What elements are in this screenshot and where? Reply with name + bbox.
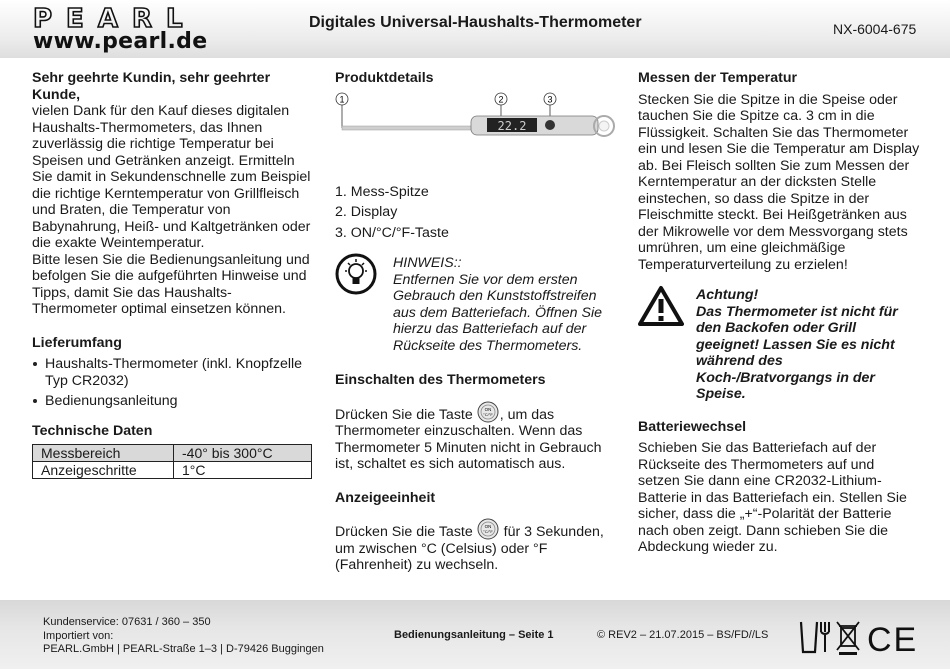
on-button-icon: [477, 518, 499, 540]
revision: © REV2 – 21.07.2015 – BS/FD//LS: [597, 629, 769, 641]
table-cell: Anzeigeschritte: [33, 462, 174, 479]
svg-text:2: 2: [498, 94, 504, 104]
pearl-url: www.pearl.de: [33, 29, 208, 54]
power-on-heading: Einschalten des Thermometers: [335, 372, 546, 388]
list-item: Bedienungsanleitung: [32, 393, 314, 410]
svg-text:°C/°F: °C/°F: [482, 529, 493, 534]
callout-3: [544, 93, 556, 105]
table-cell: 1°C: [174, 462, 312, 479]
unit-text: Drücken Sie die Taste ON °C/°F für 3 Sekunden, um zwischen °C (Celsius) oder °F (Fahrenheit) zu wechseln.: [335, 518, 620, 574]
measure-text: Stecken Sie die Spitze in die Speise oder tauchen Sie die Spitze ca. 3 cm in die Flüssigkeit. Schalten Sie das Thermometer ein und lesen Sie die Temperatur am Display ab. Bei Fleisch sollten Sie zum Messen der Kerntemperatur an der dicksten Stelle einstechen, so dass die Spitze in der Fleischmitte steckt. Bei Heißgetränken aus der Mikrowelle vor dem Messvorgang stets umrühren, um eine gleichmäßige Temperaturverteilung zu erzielen!: [638, 91, 920, 273]
svg-text:ON: ON: [484, 524, 492, 529]
warning-title: Achtung!: [696, 287, 759, 303]
column-1: [32, 70, 314, 479]
list-item: Haushalts-Thermometer (inkl. Knopfzelle Typ CR2032): [32, 356, 314, 389]
power-on-text: Drücken Sie die Taste ON °C/°F , um das Thermometer einzuschalten. Wenn das Thermometer 5 Minuten nicht in Gebrauch ist, schaltet es sich automatisch aus.: [335, 401, 620, 473]
svg-text:3: 3: [547, 94, 553, 104]
table-row: [33, 445, 312, 462]
product-code: NX-6004-675: [833, 21, 917, 37]
product-heading: Produktdetails: [335, 70, 434, 86]
service-line: Kundenservice: 07631 / 360 – 350: [43, 616, 211, 628]
battery-heading: Batteriewechsel: [638, 418, 747, 435]
list-item: 2. Display: [335, 204, 398, 220]
callout-1: [336, 93, 348, 105]
pearl-logo: PEARL: [33, 4, 197, 34]
table-cell: Messbereich: [33, 445, 174, 462]
scope-heading: Lieferumfang: [32, 334, 122, 351]
measure-heading: Messen der Temperatur: [638, 70, 798, 86]
page-header: [0, 0, 950, 58]
note-title: HINWEIS::: [393, 255, 462, 271]
page-number: Bedienungsanleitung – Seite 1: [394, 629, 554, 641]
footer-contact: [43, 616, 324, 657]
table-cell: -40° bis 300°C: [174, 445, 312, 462]
warning-text: Das Thermometer ist nicht für den Backofen oder Grill geeignet! Lassen Sie es nicht während des Koch-/Bratvorgangs in der Speise.: [696, 303, 898, 402]
svg-text:ON: ON: [484, 406, 492, 412]
note-box: [335, 255, 620, 354]
callout-2: [495, 93, 507, 105]
note-text: Entfernen Sie vor dem ersten Gebrauch den Kunststoffstreifen aus dem Batteriefach. Öffnen Sie hierzu das Batteriefach auf der Rückseite des Thermometers.: [393, 271, 602, 354]
list-item: 3. ON/°C/°F-Taste: [335, 224, 449, 241]
certification-marks: [799, 618, 921, 656]
importer-address: PEARL.GmbH | PEARL-Straße 1–3 | D-79426 Buggingen: [43, 643, 324, 655]
column-3: [638, 70, 920, 556]
intro-text-2: Bitte lesen Sie die Bedienungsanleitung und befolgen Sie die aufgeführten Hinweise und Tipps, damit Sie das Haushalts-Thermometer optimal einsetzen können.: [32, 251, 310, 317]
tech-table: [32, 444, 312, 479]
parts-list: [335, 184, 620, 242]
svg-text:CE: CE: [867, 621, 919, 656]
on-button-icon: [477, 401, 499, 423]
tech-heading: Technische Daten: [32, 422, 153, 439]
lightbulb-icon: [335, 253, 377, 295]
svg-text:°C/°F: °C/°F: [482, 411, 493, 417]
warning-box: [638, 287, 920, 403]
importer-label: Importiert von:: [43, 629, 114, 642]
display-digits: 22.2: [497, 118, 527, 133]
ce-mark-icon: [867, 621, 918, 656]
greeting-heading: Sehr geehrte Kundin, sehr geehrter Kunde,: [32, 70, 271, 103]
document-title: Digitales Universal-Haushalts-Thermometer: [309, 14, 642, 31]
table-row: [33, 462, 312, 479]
battery-text: Schieben Sie das Batteriefach auf der Rückseite des Thermometers auf und setzen Sie dann eine CR2032-Lithium-Batterie in das Batteriefach ein. Stellen Sie sicher, dass die „+“-Polarität der Batterie nach oben zeigt. Dann schieben Sie die Abdeckung wieder zu.: [638, 440, 907, 555]
list-item: 1. Mess-Spitze: [335, 183, 429, 200]
unit-heading: Anzeigeeinheit: [335, 489, 436, 506]
scope-list: [32, 356, 314, 410]
food-safe-icon: [801, 622, 829, 652]
weee-bin-icon: [837, 622, 859, 655]
warning-icon: [638, 285, 684, 327]
svg-text:1: 1: [339, 94, 345, 104]
thermometer-illustration: [335, 92, 620, 152]
intro-text: vielen Dank für den Kauf dieses digitalen Haushalts-Thermometers, das Ihnen zuverlässig die richtige Temperatur bei Speisen und Getränken anzeigt. Ermitteln Sie damit in Sekundenschnelle zum Beispiel die richtige Kerntemperatur von Grillfleisch und Braten, die Temperatur von Babynahrung, Heiß- und Kaltgetränken oder die exakte Weintemperatur.: [32, 103, 311, 251]
column-2: [335, 70, 620, 574]
